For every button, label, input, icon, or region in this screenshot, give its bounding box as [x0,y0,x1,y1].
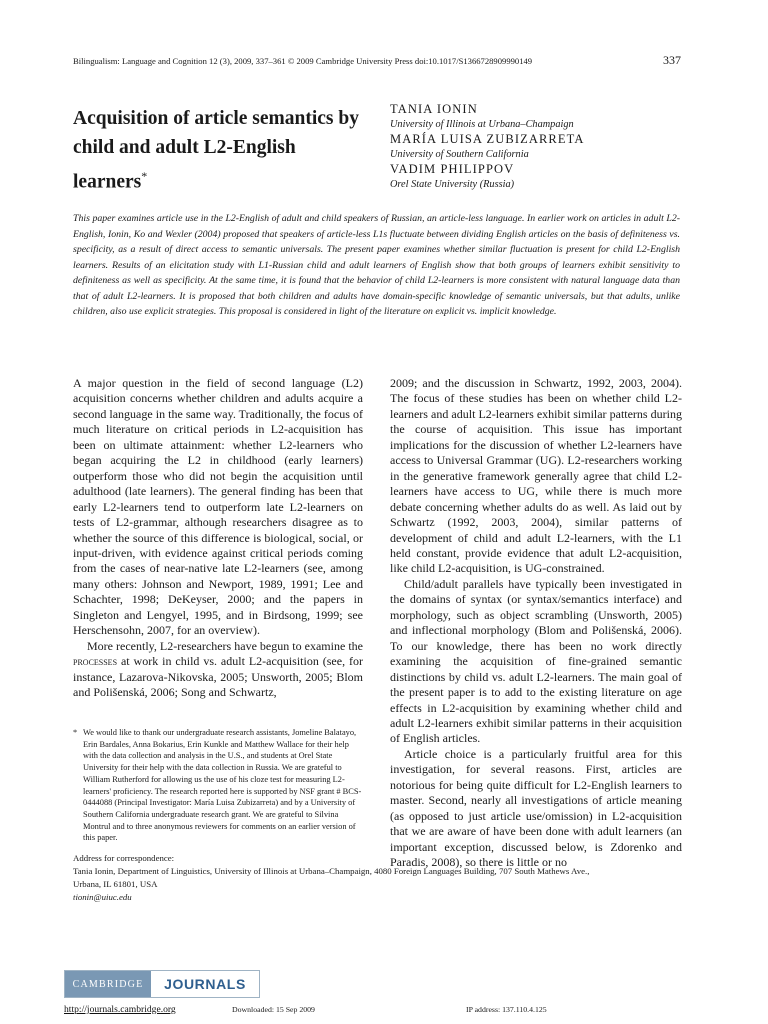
author-name: VADIM PHILIPPOV [390,162,515,176]
footnote [73,727,363,844]
paragraph-text: More recently, L2-researchers have begun to examine the [87,638,363,653]
address-line: Tania Ionin, Department of Linguistics, University of Illinois at Urbana–Champaign, 4080 Foreign Languages Building, 707 South Mathews Ave., [73,866,590,876]
logo-journals-text: JOURNALS [164,976,246,992]
cambridge-journals-logo[interactable] [64,970,260,998]
logo-cambridge-text: CAMBRIDGE [65,971,151,997]
author-name: TANIA IONIN [390,102,478,116]
abstract: This paper examines article use in the L2-English of adult and child speakers of Russian, an article-less language. In earlier work on articles in adult L2-English, Ionin, Ko and Wexler (2004) proposed that speakers of article-less L1s fluctuate between dividing English articles on the basis of definiteness vs. specificity, as a result of direct access to semantic universals. The present paper examines whether similar fluctuation is present for child L2-English learners. Results of an elicitation study with L1-Russian child and adult learners of English show that both groups of learners exhibit sensitivity to definiteness as well as specificity. At the same time, it is found that the behavior of child L2-learners is more consistent with natural language data than that of adult L2-learners. It is proposed that both children and adults have domain-specific knowledge of semantic universals, but that adults, unlike children, also use explicit strategies. This proposal is considered in light of the literature on explicit vs. implicit knowledge. [73,213,680,317]
article-title-text: Acquisition of article semantics by child and adult L2-English learners [73,108,359,193]
paragraph-text: at work in child vs. adult L2-acquisition (see, for instance, Lazarova-Nikovska, 2005; Unsworth, 2005; Blom and Polišenská, 2006; Song and Schwartz, [73,654,364,700]
author-list [390,102,690,192]
author-name: MARÍA LUISA ZUBIZARRETA [390,132,585,146]
body-paragraph [73,639,363,701]
journals-link[interactable]: http://journals.cambridge.org [64,1004,176,1015]
footnote-mark: * [73,728,78,737]
address-line: Urbana, IL 61801, USA [73,879,158,889]
author-affiliation: University of Illinois at Urbana–Champaign [390,119,574,130]
address-email: tionin@uiuc.edu [73,892,132,902]
emphasized-term: processes [73,654,118,669]
correspondence-address [73,852,693,904]
body-column-left [73,376,363,701]
body-paragraph: Article choice is a particularly fruitful area for this investigation, for several reasons. First, articles are notorious for being quite difficult for L2-English learners to master. Second, nearly all investigations of article meaning (as opposed to just article use/omission) in L2-acquisition that we are aware of have been done with adult learners (an important exception, discussed below, is Zdorenko and Paradis, 2008), so there is little or no [390,746,682,870]
body-column-right [390,376,682,871]
body-paragraph: Child/adult parallels have typically been investigated in the domains of syntax (or syntax/semantics interface) and morphology, such as object scrambling (Unsworth, 2005) and inflectional morphology (Blom and Polišenská, 2006). To our knowledge, there has been no work directly examining the acquisition of fine-grained semantic distinctions by child vs. adult L2-learners. The main goal of the present paper is to add to the existing literature on age effects in L2-acquisition by examining whether child and adult L2-learners exhibit similar patterns in their acquisition of English articles. [390,576,682,746]
download-date: Downloaded: 15 Sep 2009 [232,1005,315,1014]
article-title [73,104,373,197]
body-paragraph: 2009; and the discussion in Schwartz, 1992, 2003, 2004). The focus of these studies has been on whether child L2-learners and adult L2-learners exhibit similar patterns during the course of acquisition. This issue has important implications for the discussion of whether L2-learners have access to Universal Grammar (UG). L2-researchers working in the generative framework generally agree that child L2-learners have access to UG, while there is much more debate concerning whether adults do as well. As laid out by Schwartz (1992, 2003, 2004), similar patterns of development of child and adult L2-learners, with the L1 held constant, provide evidence that adult L2-acquisition, like child L2-acquisition, is UG-constrained. [390,376,682,576]
footnote-text: We would like to thank our undergraduate research assistants, Jomeline Balatayo, Erin Bardales, Anna Bokarius, Erin Kunkle and Matthew Wallace for their help with the data collection and analysis in the U.S., and students at Orel State University for their help with the data collection in Russia. We are grateful to William Rutherford for allowing us the use of his cloze test for measuring L2-learners' proficiency. The research reported here is supported by NSF grant # BCS-0444088 (Principal Investigator: María Luisa Zubizarreta) and by a University of Southern California undergraduate research grant. We are grateful to Silvina Montrul and to three anonymous reviewers for comments on an earlier version of this paper. [83,728,362,843]
ip-address: IP address: 137.110.4.125 [466,1005,547,1014]
title-footnote-mark: * [141,169,148,183]
body-paragraph: A major question in the field of second language (L2) acquisition concerns whether children and adults acquire a second language in the same way. Traditionally, the focus of much literature on critical periods in L2-acquisition has been on ultimate attainment: whether L2-learners who began acquiring the L2 in childhood (early learners) outperform those who did not begin the acquisition until adulthood (late learners). The general finding has been that early L2-learners tend to outperform late L2-learners on tests of L2-grammar, although researchers disagree as to whether the source of this difference is biological, social, or input-driven, with evidence against critical periods coming from the cases of near-native late L2-learners (see, among many others: Johnson and Newport, 1989, 1991; Lee and Schachter, 1998; DeKeyser, 2000; and the papers in Singleton and Lengyel, 1995, and in Birdsong, 1999; see Herschensohn, 2007, for an overview). [73,376,363,638]
author-affiliation: Orel State University (Russia) [390,179,515,190]
journal-citation-line: Bilingualism: Language and Cognition 12 (3), 2009, 337–361 © 2009 Cambridge University Press doi:10.1017/S1366728909990149 [73,56,533,66]
page-number: 337 [663,53,681,67]
address-heading: Address for correspondence: [73,853,175,863]
author-affiliation: University of Southern California [390,149,529,160]
